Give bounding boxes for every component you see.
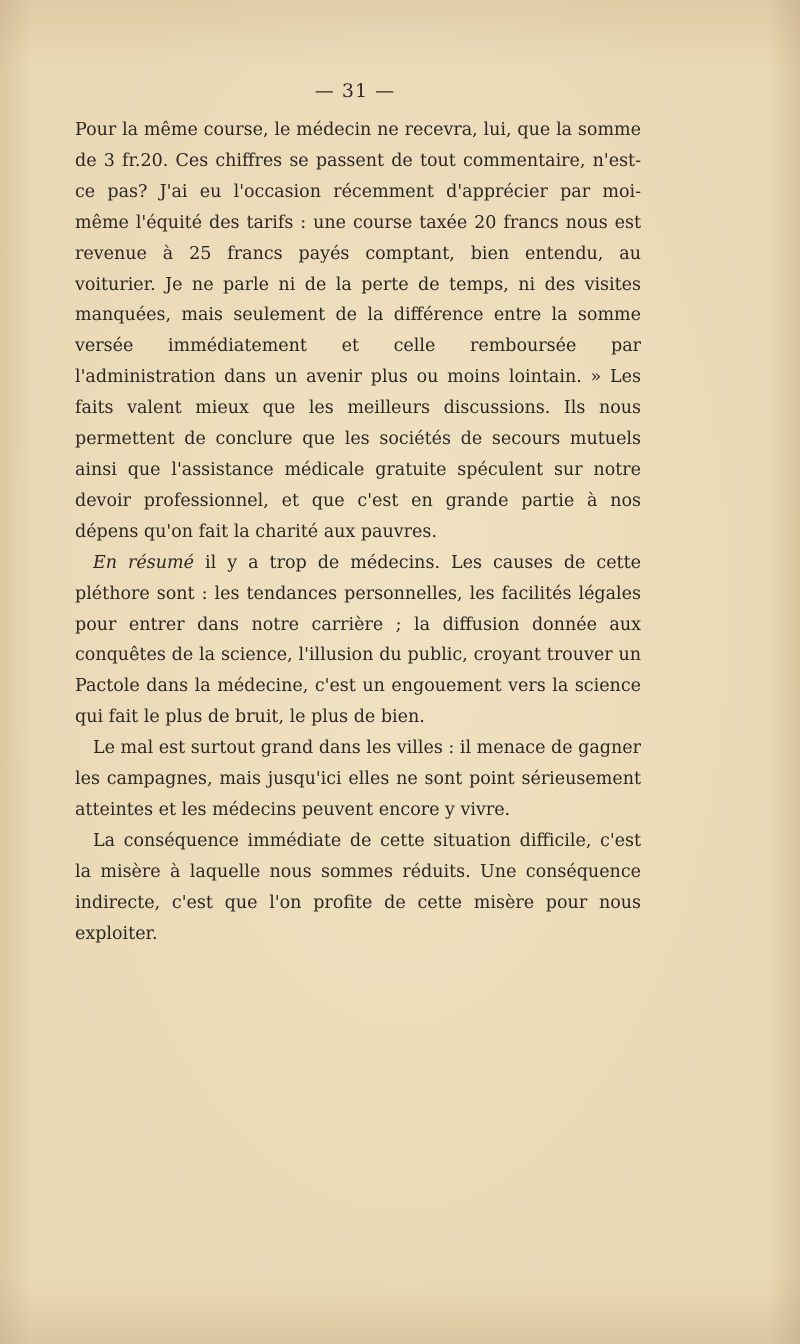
paragraph-3: Le mal est surtout grand dans les villes : il menace de gagner les campagnes, mais jusqu'ici elles ne sont point sérieusement atteintes et les médecins peuvent encore y vivre. <box>75 738 641 820</box>
italic-lead: En résumé <box>93 552 194 573</box>
paragraph-2 <box>75 548 641 733</box>
page-number: — 31 — <box>314 80 396 102</box>
paragraph-1: Pour la même course, le médecin ne recevra, lui, que la somme de 3 fr.20. Ces chiffres se passent de tout commentaire, n'est-ce pas? J'ai eu l'occasion récemment d'apprécier par moi-même l'équité des tarifs : une course taxée 20 francs nous est revenue à 25 francs payés comptant, bien entendu, au voiturier. Je ne parle ni de la perte de temps, ni des visites manquées, mais seulement de la différence entre la somme versée immédiatement et celle remboursée par l'administration dans un avenir plus ou moins lointain. » Les faits valent mieux que les meilleurs discussions. Ils nous permettent de conclure que les sociétés de secours mutuels ainsi que l'assistance médicale gratuite spéculent sur notre devoir professionnel, et que c'est en grande partie à nos dépens qu'on fait la charité aux pauvres. <box>75 120 641 542</box>
paragraph-2-body: il y a trop de médecins. Les causes de cette pléthore sont : les tendances personnelles, les facilités légales pour entrer dans notre carrière ; la diffusion donnée aux conquêtes de la science, l'illusion du public, croyant trouver un Pactole dans la médecine, c'est un engouement vers la science qui fait le plus de bruit, le plus de bien. <box>75 552 641 728</box>
body-text <box>75 115 641 949</box>
paragraph-4: La conséquence immédiate de cette situation difficile, c'est la misère à laquelle nous sommes réduits. Une conséquence indirecte, c'est que l'on profite de cette misère pour nous exploiter. <box>75 830 641 944</box>
